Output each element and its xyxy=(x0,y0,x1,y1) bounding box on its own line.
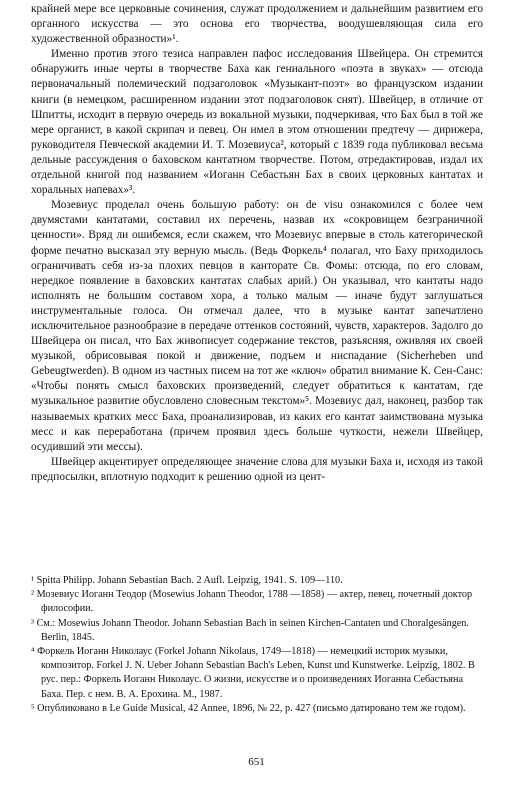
footnote-3: ³ См.: Mosewius Johann Theodor. Johann Sebastian Bach in seinen Kirchen-Cantaten und Choralgesängen. Berlin, 1845. xyxy=(31,617,469,643)
footnote-5: ⁵ Опубликовано в Le Guide Musical, 42 Annee, 1896, № 22, p. 427 (письмо датировано тем же годом). xyxy=(31,702,466,714)
footnote-1: ¹ Spitta Philipp. Johann Sebastian Bach. 2 Aufl. Leipzig, 1941. S. 109—110. xyxy=(31,575,343,586)
main-text xyxy=(31,2,483,485)
footnote-4: ⁴ Форкель Иоганн Николаус (Forkel Johann Nikolaus, 1749—1818) — немецкий историк музыки, композитор. Forkel J. N. Ueber Johann Sebastian Bach's Leben, Kunst und Kunstwerke. Leipzig, 1802. В рус. пер.: Форкель Иоганн Николаус. О жизни, искусстве и о произведениях Иоганна Себастьяна Баха. Пер. с нем. В. А. Ерохина. М., 1987. xyxy=(31,646,475,700)
footnotes xyxy=(31,574,483,716)
paragraph-1: крайней мере все церковные сочинения, служат продолжением и дальнейшим развитием его органного искусства — это основа его творчества, воодушевляющая сила его художественной образности»¹. xyxy=(31,3,483,46)
page-number: 651 xyxy=(248,756,265,768)
paragraph-4: Швейцер акцентирует определяющее значение слова для музыки Баха и, исходя из такой предпосылки, вплотную подходит к решению одной из цент- xyxy=(31,455,483,483)
paragraph-3: Мозевиус проделал очень большую работу: он de visu ознакомился с более чем двумястами кантатами, составил их перечень, назвав их «сокровищем безграничной ценности». Вряд ли ошибемся, если скажем, что Мозевиус впервые в столь категорической форме печатно высказал эту верную мысль. (Ведь Форкель⁴ полагал, что Баху приходилось ограничивать себя из-за плохих певцов в канторате Св. Фомы: отсюда, по его словам, нередкое появление в баховских кантатах слабых арий.) Он указывал, что кантаты надо исполнять не большим составом хора, а только малым — иначе будут заглушаться инструментальные голоса. Он отмечал далее, что в музыке кантат запечатлено исключительное разнообразие в передаче оттенков состояний, чувств, характеров. Задолго до Швейцера он писал, что Бах живописует содержание текстов, разъясняя, оживляя их своей музыкой, обрисовывая покой и движение, подъем и ниспадание (Sicherheben und Gebeugtwerden). В одном из частных писем на тот же «ключ» обратил внимание К. Сен-Санс: «Чтобы понять смысл баховских произведений, следует обратиться к кантатам, где музыкальное развитие обусловлено словесным текстом»⁵. Мозевиус дал, наконец, разбор так называемых кратких месс Баха, проанализировав, из каких его кантат заимствована музыка месс и как переработана (причем проявил здесь больше чуткости, нежели Швейцер, осудивший эти мессы). xyxy=(31,199,483,453)
footnote-2: ² Мозевиус Иоганн Теодор (Mosewius Johann Theodor, 1788 —1858) — актер, певец, почетный доктор философии. xyxy=(31,589,473,615)
paragraph-2: Именно против этого тезиса направлен пафос исследования Швейцера. Он стремится обнаружить иные черты в творчестве Баха как гениального «поэта в звуках» — отсюда первоначальный полемический подзаголовок «Музыкант-поэт» во французском издании книги (в немецком, расширенном издании этот подзаголовок снят). Швейцер, в отличие от Шпитты, исходит в первую очередь из вокальной музыки, подчеркивая, что Бах был в той же мере органист, в какой скрипач и певец. Он имел в этом отношении предтечу — дирижера, руководителя Певческой академии И. Т. Мозевиуса², который с 1839 года публиковал весьма дельные рассуждения о баховском кантатном творчестве. Потом, отредактировав, издал их отдельной книгой под названием «Иоганн Себастьян Бах в своих церковных кантатах и хоральных напевах»³. xyxy=(31,48,483,197)
